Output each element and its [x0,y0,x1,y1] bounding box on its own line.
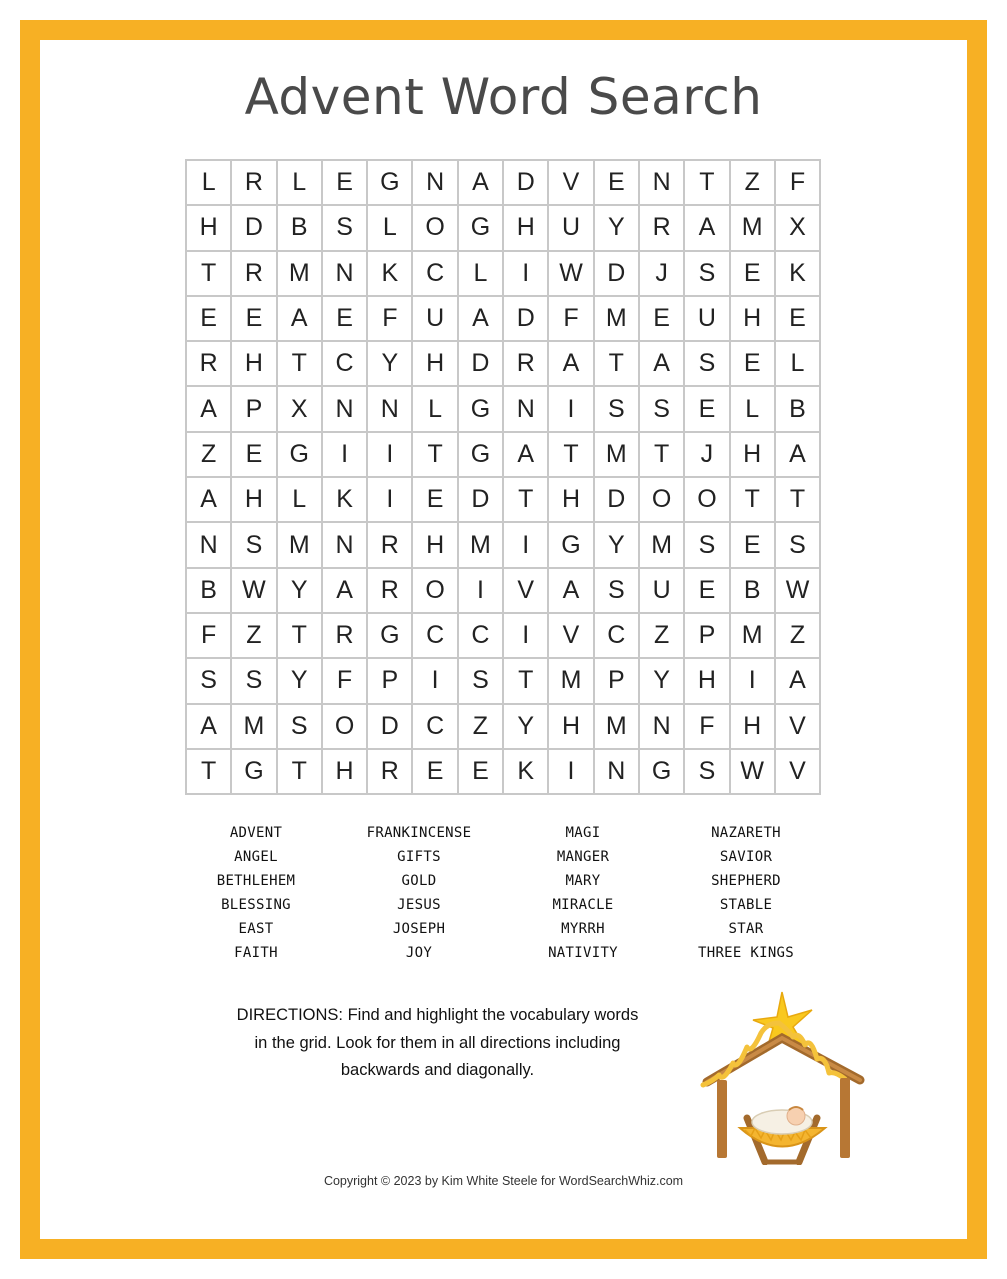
grid-cell: T [278,614,323,659]
grid-cell: S [595,387,640,432]
grid-cell: S [232,523,277,568]
grid-cell: Y [504,705,549,750]
grid-cell: L [278,478,323,523]
grid-cell: F [187,614,232,659]
grid-cell: Y [368,342,413,387]
grid-cell: A [459,161,504,206]
directions-line: DIRECTIONS: Find and highlight the vocabulary words [236,1006,639,1024]
grid-cell: E [640,297,685,342]
grid-cell: K [504,750,549,795]
word-list-item: GIFTS [397,849,441,865]
word-list-item: NAZARETH [711,825,781,841]
grid-cell: E [685,569,730,614]
grid-cell: E [413,750,458,795]
grid-cell: T [504,659,549,704]
grid-cell: E [731,252,776,297]
grid-cell: R [323,614,368,659]
word-list-item: MANGER [556,849,610,865]
grid-cell: G [459,206,504,251]
grid-cell: M [595,705,640,750]
grid-cell: Z [459,705,504,750]
grid-cell: A [187,478,232,523]
word-column-1 [171,821,341,965]
grid-cell: A [323,569,368,614]
grid-cell: V [549,161,594,206]
grid-cell: E [776,297,821,342]
word-list-item: BETHLEHEM [216,873,296,889]
grid-cell: S [232,659,277,704]
grid-cell: U [549,206,594,251]
grid-cell: J [640,252,685,297]
grid-cell: F [549,297,594,342]
word-list-item: SAVIOR [719,849,773,865]
grid-cell: H [187,206,232,251]
grid-cell: R [232,161,277,206]
word-column-3 [498,821,668,965]
word-list-item: ANGEL [234,849,278,865]
grid-cell: D [459,342,504,387]
grid-cell: U [640,569,685,614]
grid-cell: C [413,705,458,750]
grid-cell: T [278,342,323,387]
grid-cell: R [368,569,413,614]
grid-cell: Z [187,433,232,478]
grid-cell: W [549,252,594,297]
grid-cell: N [368,387,413,432]
grid-cell: I [413,659,458,704]
word-list-item: MAGI [565,825,601,841]
grid-cell: S [685,523,730,568]
word-list-item: GOLD [401,873,437,889]
grid-cell: S [640,387,685,432]
grid-cell: H [232,342,277,387]
grid-cell: E [187,297,232,342]
grid-cell: T [413,433,458,478]
grid-cell: S [278,705,323,750]
grid-cell: T [776,478,821,523]
grid-cell: D [459,478,504,523]
grid-cell: V [504,569,549,614]
word-list-item: NATIVITY [548,945,618,961]
grid-cell: R [368,523,413,568]
grid-cell: N [504,387,549,432]
grid-cell: T [187,750,232,795]
grid-cell: G [549,523,594,568]
grid-cell: C [413,614,458,659]
grid-cell: G [459,433,504,478]
grid-cell: E [323,161,368,206]
grid-cell: X [278,387,323,432]
grid-cell: I [549,387,594,432]
grid-cell: I [459,569,504,614]
grid-cell: Y [278,569,323,614]
grid-cell: W [232,569,277,614]
grid-cell: G [459,387,504,432]
grid-cell: Z [731,161,776,206]
grid-cell: E [731,342,776,387]
grid-cell: M [731,206,776,251]
grid-cell: Z [776,614,821,659]
grid-cell: L [368,206,413,251]
grid-cell: E [731,523,776,568]
grid-cell: S [595,569,640,614]
word-list-item: SHEPHERD [711,873,781,889]
grid-cell: E [232,433,277,478]
word-list-item: MIRACLE [552,897,614,913]
grid-cell: G [278,433,323,478]
grid-cell: E [323,297,368,342]
letter-grid [185,159,821,795]
copyright-text: Copyright © 2023 by Kim White Steele for WordSearchWhiz.com [323,1174,684,1188]
grid-cell: M [232,705,277,750]
word-list-item: STABLE [719,897,773,913]
grid-cell: W [776,569,821,614]
grid-cell: L [278,161,323,206]
grid-cell: K [323,478,368,523]
grid-cell: C [323,342,368,387]
word-list-item: JOY [405,945,433,961]
grid-cell: A [187,387,232,432]
grid-cell: B [187,569,232,614]
grid-cell: S [776,523,821,568]
grid-cell: P [232,387,277,432]
grid-cell: A [549,569,594,614]
grid-cell: A [504,433,549,478]
grid-cell: T [731,478,776,523]
grid-cell: O [640,478,685,523]
grid-cell: M [278,523,323,568]
grid-cell: L [776,342,821,387]
grid-cell: D [595,252,640,297]
grid-cell: E [595,161,640,206]
grid-cell: S [459,659,504,704]
grid-cell: N [595,750,640,795]
grid-cell: N [640,161,685,206]
word-list-item: FAITH [234,945,278,961]
grid-cell: A [187,705,232,750]
grid-cell: P [685,614,730,659]
grid-cell: H [731,705,776,750]
directions-text [200,1002,675,1085]
baby-icon [752,1107,812,1134]
grid-cell: S [323,206,368,251]
grid-cell: U [413,297,458,342]
grid-cell: P [368,659,413,704]
grid-cell: X [776,206,821,251]
grid-cell: D [595,478,640,523]
grid-cell: H [731,297,776,342]
grid-cell: Y [595,206,640,251]
grid-cell: M [549,659,594,704]
grid-cell: N [323,387,368,432]
word-list-item: THREE KINGS [697,945,795,961]
grid-cell: E [413,478,458,523]
grid-cell: C [459,614,504,659]
grid-cell: A [685,206,730,251]
grid-cell: D [232,206,277,251]
grid-cell: A [459,297,504,342]
grid-cell: T [187,252,232,297]
word-list-item: STAR [728,921,764,937]
grid-cell: L [459,252,504,297]
grid-cell: R [504,342,549,387]
grid-cell: E [685,387,730,432]
word-list-item: FRANKINCENSE [366,825,472,841]
grid-cell: T [595,342,640,387]
grid-cell: C [595,614,640,659]
grid-cell: E [459,750,504,795]
grid-cell: H [731,433,776,478]
grid-cell: M [595,433,640,478]
word-column-2 [334,821,504,965]
grid-cell: N [323,523,368,568]
grid-cell: L [731,387,776,432]
grid-cell: F [685,705,730,750]
grid-cell: Y [640,659,685,704]
grid-cell: H [685,659,730,704]
grid-cell: S [685,252,730,297]
grid-cell: V [776,750,821,795]
grid-cell: L [413,387,458,432]
grid-cell: I [504,614,549,659]
word-list-item: MYRRH [561,921,605,937]
grid-cell: O [413,569,458,614]
grid-cell: D [504,297,549,342]
grid-cell: I [368,433,413,478]
grid-cell: A [776,659,821,704]
grid-cell: Z [232,614,277,659]
grid-cell: I [504,523,549,568]
grid-cell: M [278,252,323,297]
grid-cell: B [731,569,776,614]
grid-cell: F [368,297,413,342]
grid-cell: E [232,297,277,342]
grid-cell: L [187,161,232,206]
grid-cell: P [595,659,640,704]
grid-cell: T [685,161,730,206]
word-list-item: JOSEPH [392,921,446,937]
grid-cell: A [278,297,323,342]
grid-cell: S [685,342,730,387]
grid-cell: T [640,433,685,478]
grid-cell: C [413,252,458,297]
grid-cell: R [368,750,413,795]
grid-cell: H [413,523,458,568]
grid-cell: N [187,523,232,568]
grid-cell: R [640,206,685,251]
grid-cell: H [232,478,277,523]
grid-cell: O [323,705,368,750]
grid-cell: T [278,750,323,795]
grid-cell: Y [595,523,640,568]
grid-cell: H [549,478,594,523]
grid-cell: O [413,206,458,251]
grid-cell: H [549,705,594,750]
grid-cell: B [278,206,323,251]
grid-cell: F [776,161,821,206]
grid-cell: G [640,750,685,795]
grid-cell: G [232,750,277,795]
grid-cell: M [595,297,640,342]
grid-cell: H [413,342,458,387]
word-list-item: EAST [238,921,274,937]
grid-cell: M [459,523,504,568]
word-column-4 [661,821,831,965]
page-title: Advent Word Search [244,68,763,126]
nativity-manger-icon [695,990,870,1165]
grid-cell: A [776,433,821,478]
grid-cell: V [549,614,594,659]
grid-cell: V [776,705,821,750]
word-list-item: ADVENT [229,825,283,841]
grid-cell: M [731,614,776,659]
grid-cell: N [413,161,458,206]
grid-cell: H [323,750,368,795]
grid-cell: A [640,342,685,387]
grid-cell: I [731,659,776,704]
grid-cell: O [685,478,730,523]
grid-cell: B [776,387,821,432]
grid-cell: I [368,478,413,523]
word-list-item: MARY [565,873,601,889]
grid-cell: G [368,614,413,659]
word-list-item: BLESSING [221,897,291,913]
grid-cell: S [187,659,232,704]
grid-cell: I [323,433,368,478]
grid-cell: D [504,161,549,206]
grid-cell: T [504,478,549,523]
grid-cell: N [323,252,368,297]
grid-cell: H [504,206,549,251]
grid-cell: S [685,750,730,795]
grid-cell: M [640,523,685,568]
grid-cell: N [640,705,685,750]
word-list-item: JESUS [397,897,441,913]
directions-line: in the grid. Look for them in all directions including [254,1033,621,1052]
grid-cell: Y [278,659,323,704]
grid-cell: J [685,433,730,478]
grid-cell: T [549,433,594,478]
grid-cell: K [776,252,821,297]
grid-cell: F [323,659,368,704]
grid-cell: I [504,252,549,297]
grid-cell: I [549,750,594,795]
grid-cell: R [187,342,232,387]
grid-cell: Z [640,614,685,659]
grid-cell: K [368,252,413,297]
grid-cell: U [685,297,730,342]
grid-cell: A [549,342,594,387]
directions-line: backwards and diagonally. [340,1061,535,1079]
grid-cell: R [232,252,277,297]
grid-cell: W [731,750,776,795]
grid-cell: D [368,705,413,750]
grid-cell: G [368,161,413,206]
